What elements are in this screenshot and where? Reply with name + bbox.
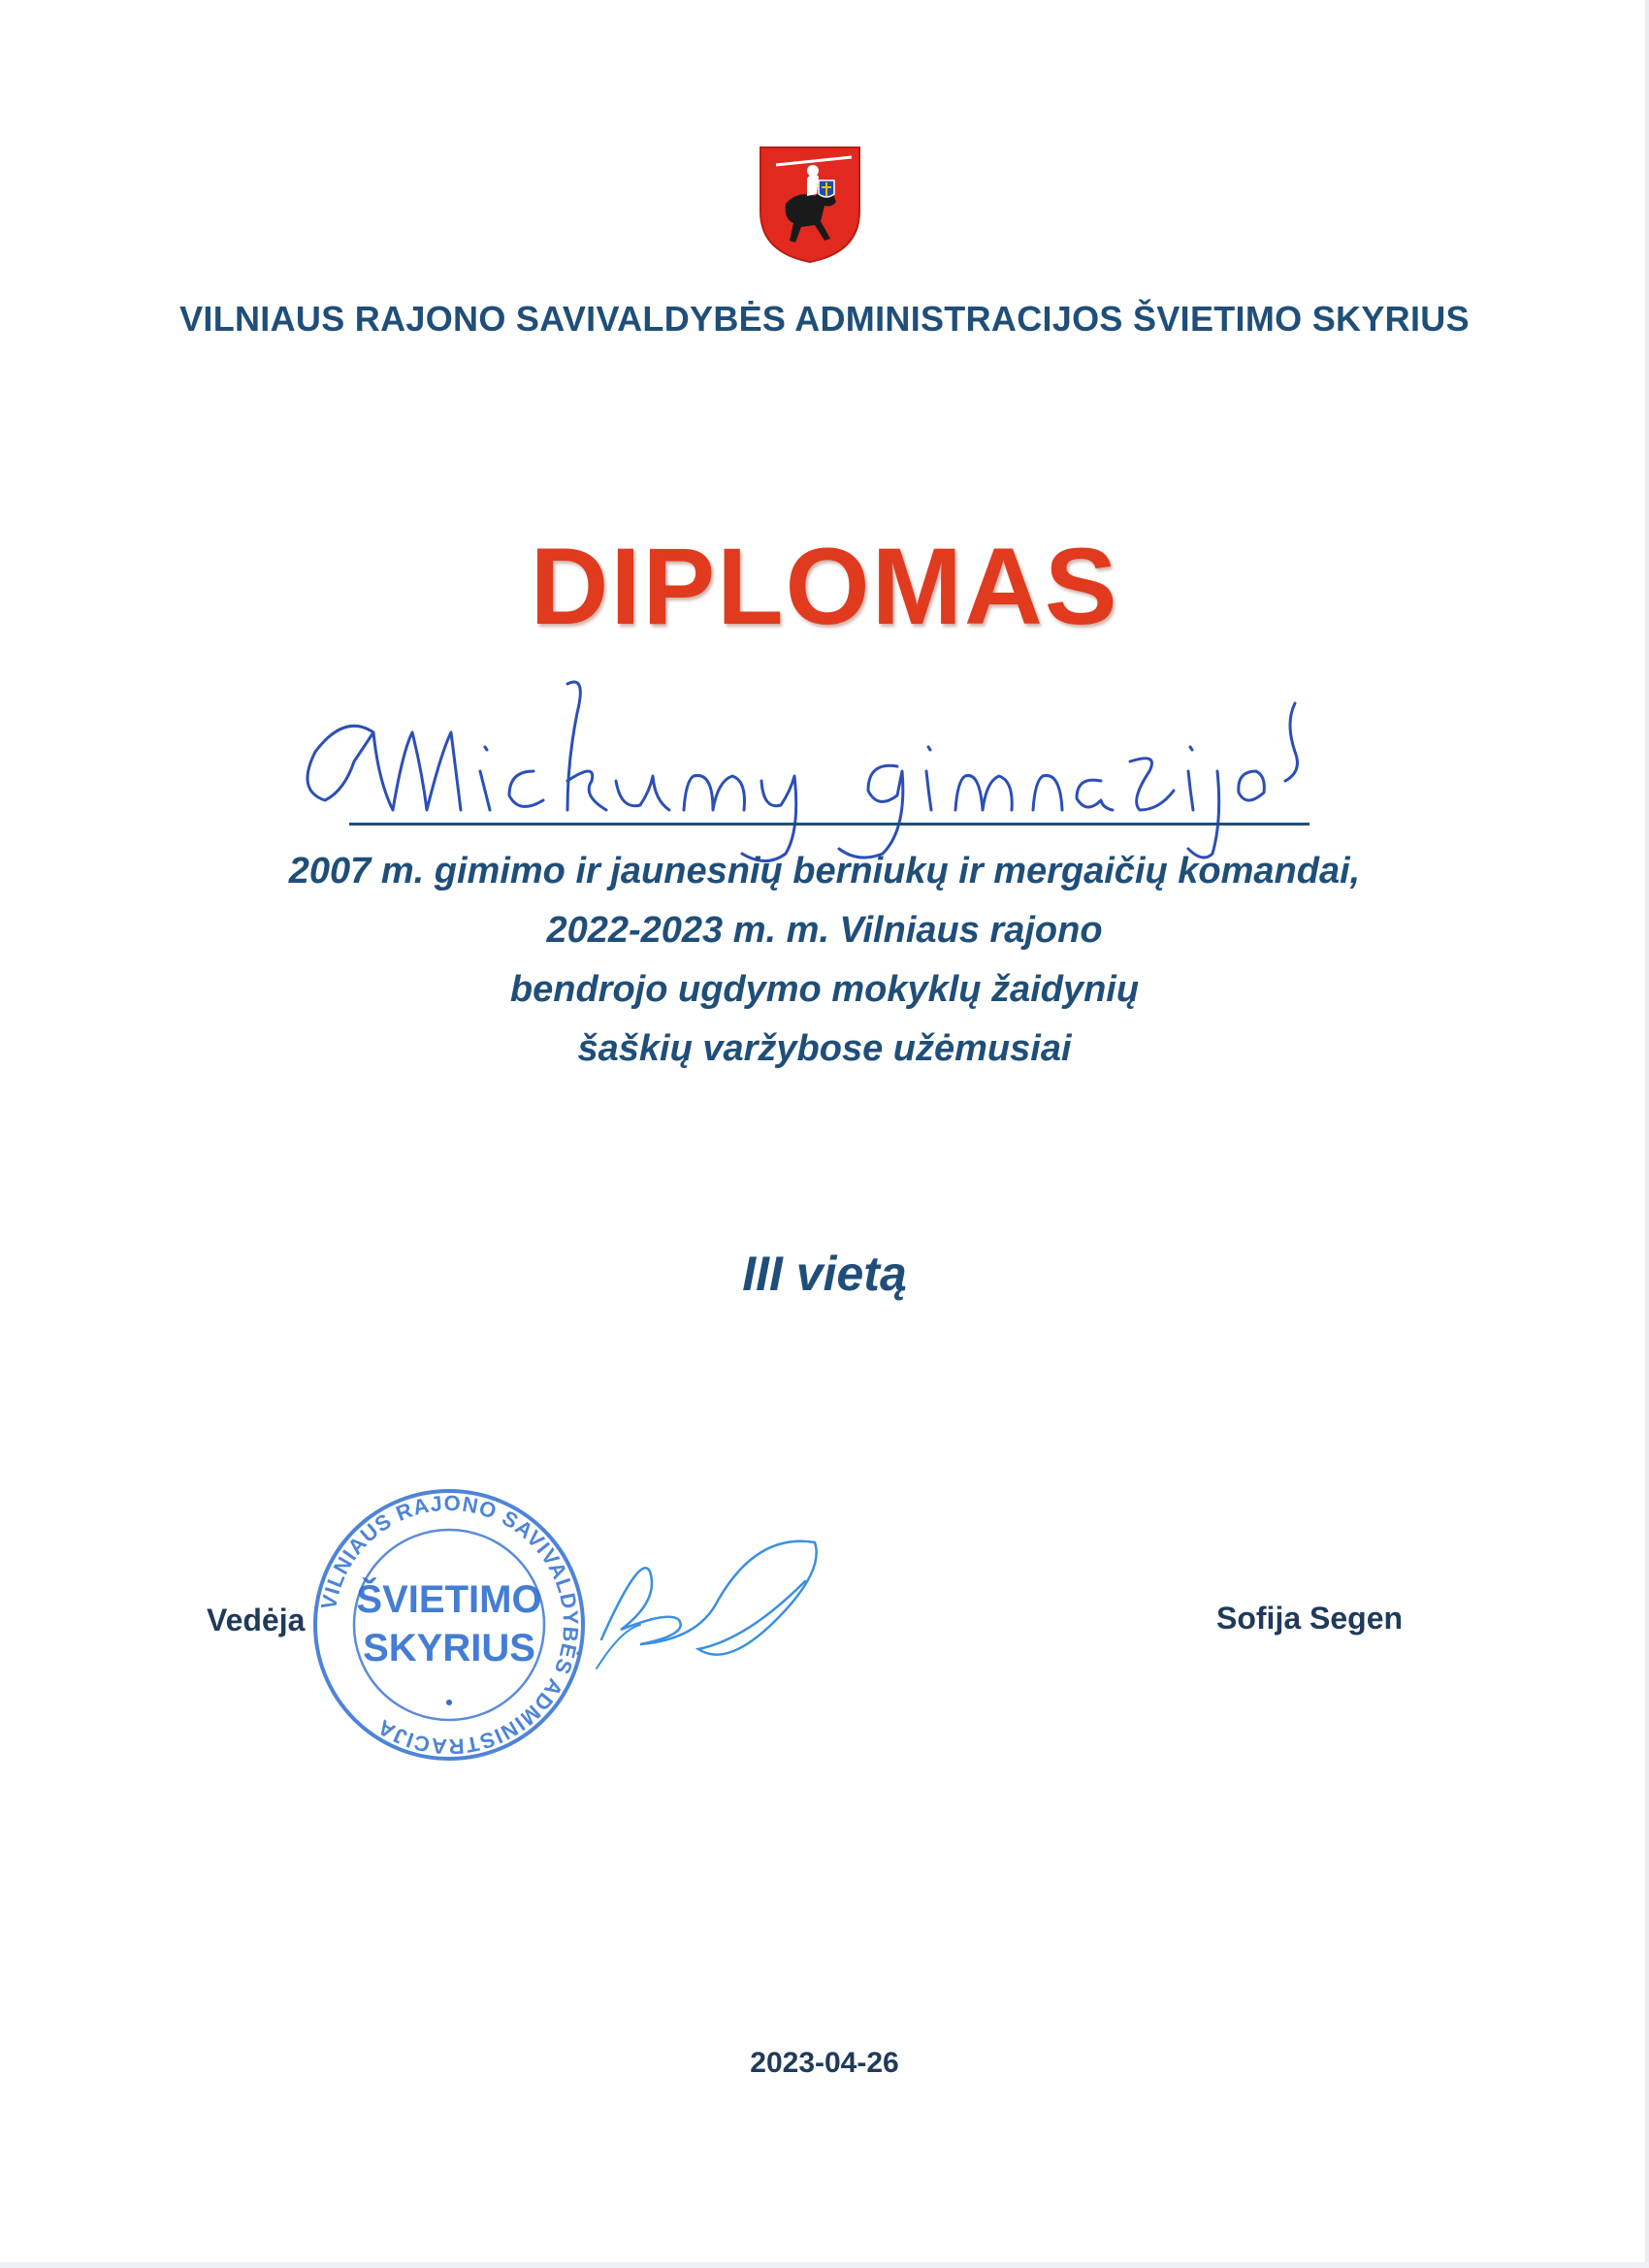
organization-title: VILNIAUS RAJONO SAVIVALDYBĖS ADMINISTRACIJOS ŠVIETIMO SKYRIUS	[179, 299, 1470, 339]
signatory-name: Sofija Segen	[1216, 1601, 1404, 1636]
recipient-underline	[349, 823, 1310, 826]
award-text-line: 2007 m. gimimo ir jaunesnių berniukų ir mergaičių komandai,	[288, 851, 1361, 891]
place-awarded: III vietą	[742, 1247, 907, 1301]
diploma-title: DIPLOMAS	[530, 526, 1119, 647]
stamp-center-line: SKYRIUS	[363, 1627, 535, 1669]
official-stamp	[308, 1484, 590, 1766]
award-text-line: bendrojo ugdymo mokyklų žaidynių	[509, 969, 1140, 1010]
vytis-coat-of-arms-icon	[757, 144, 863, 264]
signatory-role: Vedėja	[207, 1603, 306, 1637]
award-text	[0, 842, 1649, 1079]
handwritten-recipient	[286, 674, 1305, 868]
stamp-ring-text: VILNIAUS RAJONO SAVIVALDYBĖS ADMINISTRACIJA	[316, 1490, 584, 1760]
award-text-line: šaškių varžybose užėmusiai	[577, 1028, 1072, 1069]
scan-edge-bottom	[0, 2262, 1649, 2268]
stamp-center-line: ŠVIETIMO	[356, 1578, 542, 1621]
scan-edge-right	[1645, 0, 1649, 2268]
issue-date: 2023-04-26	[750, 2047, 899, 2079]
handwritten-signature	[582, 1523, 834, 1688]
award-text-line: 2022-2023 m. m. Vilniaus rajono	[546, 910, 1103, 951]
